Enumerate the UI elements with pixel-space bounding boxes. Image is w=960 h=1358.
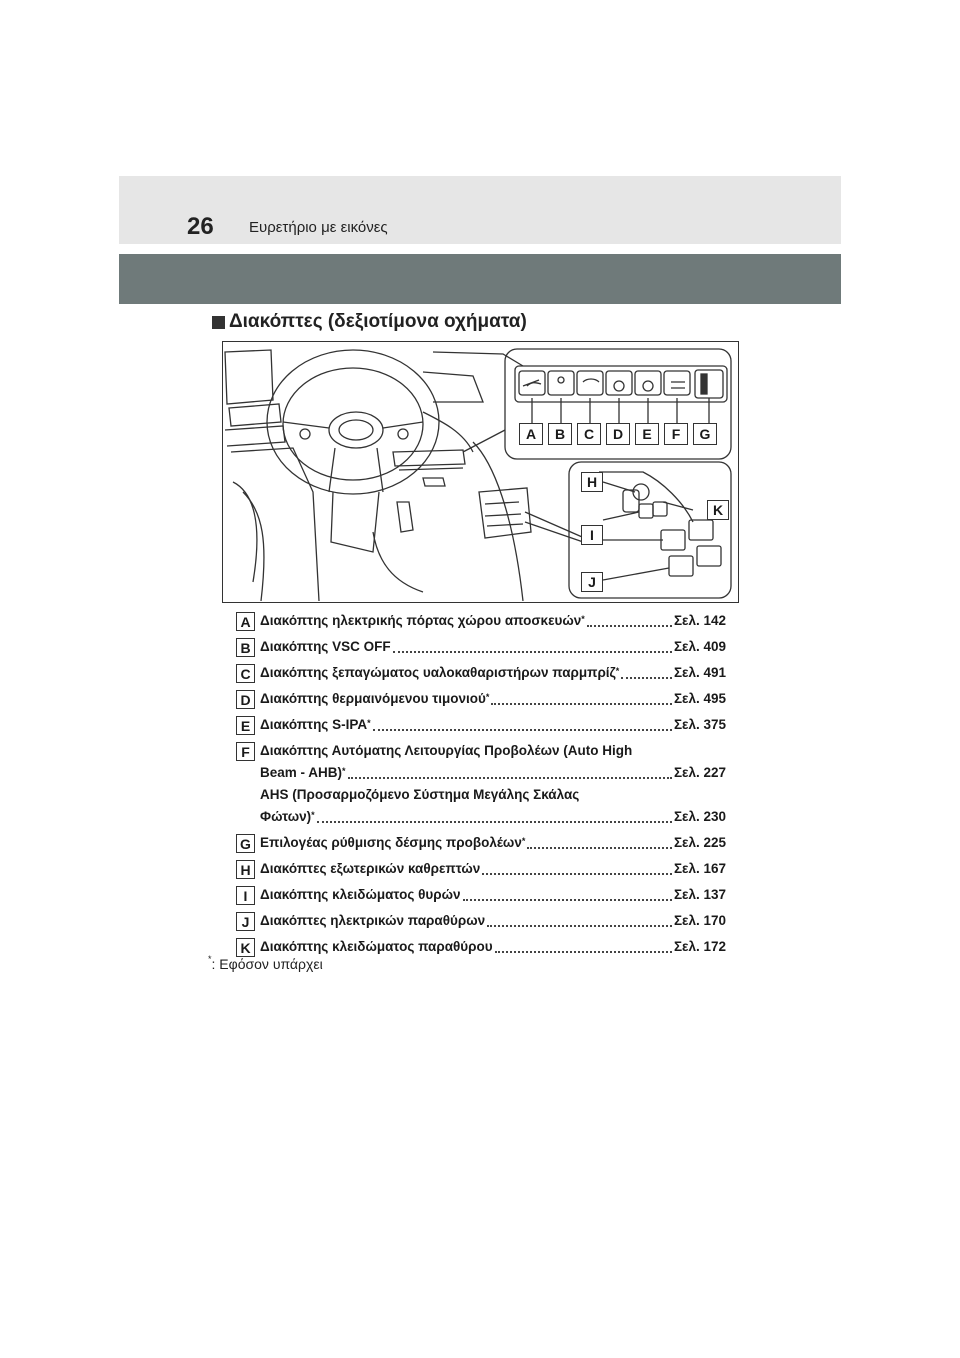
item-text [260,689,726,709]
page-reference-link[interactable]: Σελ. 142 [673,613,726,628]
callout-c: C [577,423,601,445]
item-label [260,741,632,761]
item-label-text: Διακόπτες ηλεκτρικών παραθύρων [260,913,486,928]
callout-d: D [606,423,630,445]
list-item [236,833,726,853]
page-reference-link[interactable]: Σελ. 230 [673,809,726,824]
item-line [260,911,726,931]
item-label [260,833,525,853]
page-reference-link[interactable]: Σελ. 167 [673,861,726,876]
page-reference-link[interactable]: Σελ. 495 [673,691,726,706]
item-label-text: AHS (Προσαρμοζόμενο Σύστημα Μεγάλης Σκάλας [260,787,580,802]
page-reference-link[interactable]: Σελ. 225 [673,835,726,850]
item-label-text: Διακόπτης ξεπαγώματος υαλοκαθαριστήρων παρμπρίζ [260,665,616,680]
dot-leader [317,820,672,823]
item-letter: F [236,742,255,761]
item-label [260,911,485,931]
item-letter: A [236,612,255,631]
list-item [236,937,726,957]
switch-list [236,611,726,957]
item-letter: H [236,860,255,879]
callout-j: J [581,572,603,592]
footnote-star: * [208,954,212,964]
item-text [260,885,726,905]
header-band [119,176,841,244]
page-reference-link[interactable]: Σελ. 172 [673,939,726,954]
item-line [260,637,726,657]
footnote-marker: * [367,718,371,728]
item-line [260,663,726,683]
footnote-marker: * [485,692,490,702]
item-label [260,611,585,631]
item-text [260,937,726,957]
list-item [236,741,726,827]
item-label [260,715,371,735]
footnote-marker: * [342,766,346,776]
callout-g: G [693,423,717,445]
page-reference-link[interactable]: Σελ. 137 [673,887,726,902]
callout-i: I [581,525,603,545]
dot-leader [463,898,672,901]
item-label [260,663,619,683]
callout-f: F [664,423,688,445]
page-reference-link[interactable]: Σελ. 409 [673,639,726,654]
item-line [260,885,726,905]
item-text [260,911,726,931]
item-label-text: Διακόπτης Αυτόματης Λειτουργίας Προβολέων (Auto High [260,743,633,758]
page-reference-link[interactable]: Σελ. 491 [673,665,726,680]
subheading-text: Διακόπτες (δεξιοτίμονα οχήματα) [229,311,527,332]
item-line [260,741,726,761]
footnote-marker: * [311,810,315,820]
item-text [260,859,726,879]
item-text [260,611,726,631]
item-letter: G [236,834,255,853]
callouts-top [519,422,717,445]
item-label [260,785,579,805]
item-letter: I [236,886,255,905]
item-text [260,637,726,657]
item-line [260,763,726,783]
dot-leader [491,702,672,705]
item-label-text: Διακόπτης θερμαινόμενου τιμονιού [260,691,486,706]
footnote-marker: * [521,836,526,846]
item-line [260,715,726,735]
item-label-text: Διακόπτης κλειδώματος θυρών [260,887,461,902]
footnote-marker: * [615,666,620,676]
callout-h: H [581,472,603,492]
item-text [260,833,726,853]
callout-b: B [548,423,572,445]
list-item [236,663,726,683]
list-item [236,715,726,735]
item-label [260,859,480,879]
item-label [260,885,461,905]
item-letter: J [236,912,255,931]
dot-leader [482,872,672,875]
list-item [236,637,726,657]
dashboard-drawing [223,342,737,601]
item-line [260,937,726,957]
item-label-text: Διακόπτες εξωτερικών καθρεπτών [260,861,481,876]
item-label [260,807,315,827]
item-text [260,715,726,735]
item-label-text: Διακόπτης κλειδώματος παραθύρου [260,939,493,954]
dot-leader [527,846,672,849]
page-number: 26 [187,213,214,240]
item-label [260,689,489,709]
item-letter: D [236,690,255,709]
page-reference-link[interactable]: Σελ. 227 [673,765,726,780]
dot-leader [487,924,672,927]
dot-leader [393,650,672,653]
list-item [236,885,726,905]
item-letter: E [236,716,255,735]
item-line [260,785,726,805]
item-letter: B [236,638,255,657]
dot-leader [373,728,672,731]
footnote-marker: * [581,614,585,624]
dot-leader [621,676,672,679]
square-bullet-icon [212,316,225,329]
list-item [236,611,726,631]
section-band [119,254,841,304]
item-label-text: Διακόπτης VSC OFF [260,639,391,654]
subheading [212,311,527,333]
item-line [260,807,726,827]
item-label [260,763,346,783]
item-letter: K [236,938,255,957]
dot-leader [348,776,672,779]
dot-leader [495,950,672,953]
item-label-text: Διακόπτης S-IPA [260,717,368,732]
item-label-text: Διακόπτης ηλεκτρικής πόρτας χώρου αποσκευών [260,613,582,628]
list-item [236,689,726,709]
footnote-text: : Εφόσον υπάρχει [211,956,323,972]
page-reference-link[interactable]: Σελ. 170 [673,913,726,928]
list-item [236,859,726,879]
dot-leader [587,624,672,627]
item-line [260,611,726,631]
item-line [260,833,726,853]
item-label-text: Beam - AHB) [260,765,343,780]
item-label [260,937,493,957]
footnote [208,956,323,972]
item-label-text: Επιλογέας ρύθμισης δέσμης προβολέων [260,835,522,850]
item-letter: C [236,664,255,683]
list-item [236,911,726,931]
callout-k: K [707,500,729,520]
item-text [260,663,726,683]
section-title: Ευρετήριο με εικόνες [249,219,388,236]
callout-a: A [519,423,543,445]
item-text [260,741,726,827]
page-reference-link[interactable]: Σελ. 375 [673,717,726,732]
item-label-text: Φώτων) [260,809,312,824]
dashboard-illustration [222,341,739,603]
callout-e: E [635,423,659,445]
item-label [260,637,391,657]
item-line [260,689,726,709]
item-line [260,859,726,879]
